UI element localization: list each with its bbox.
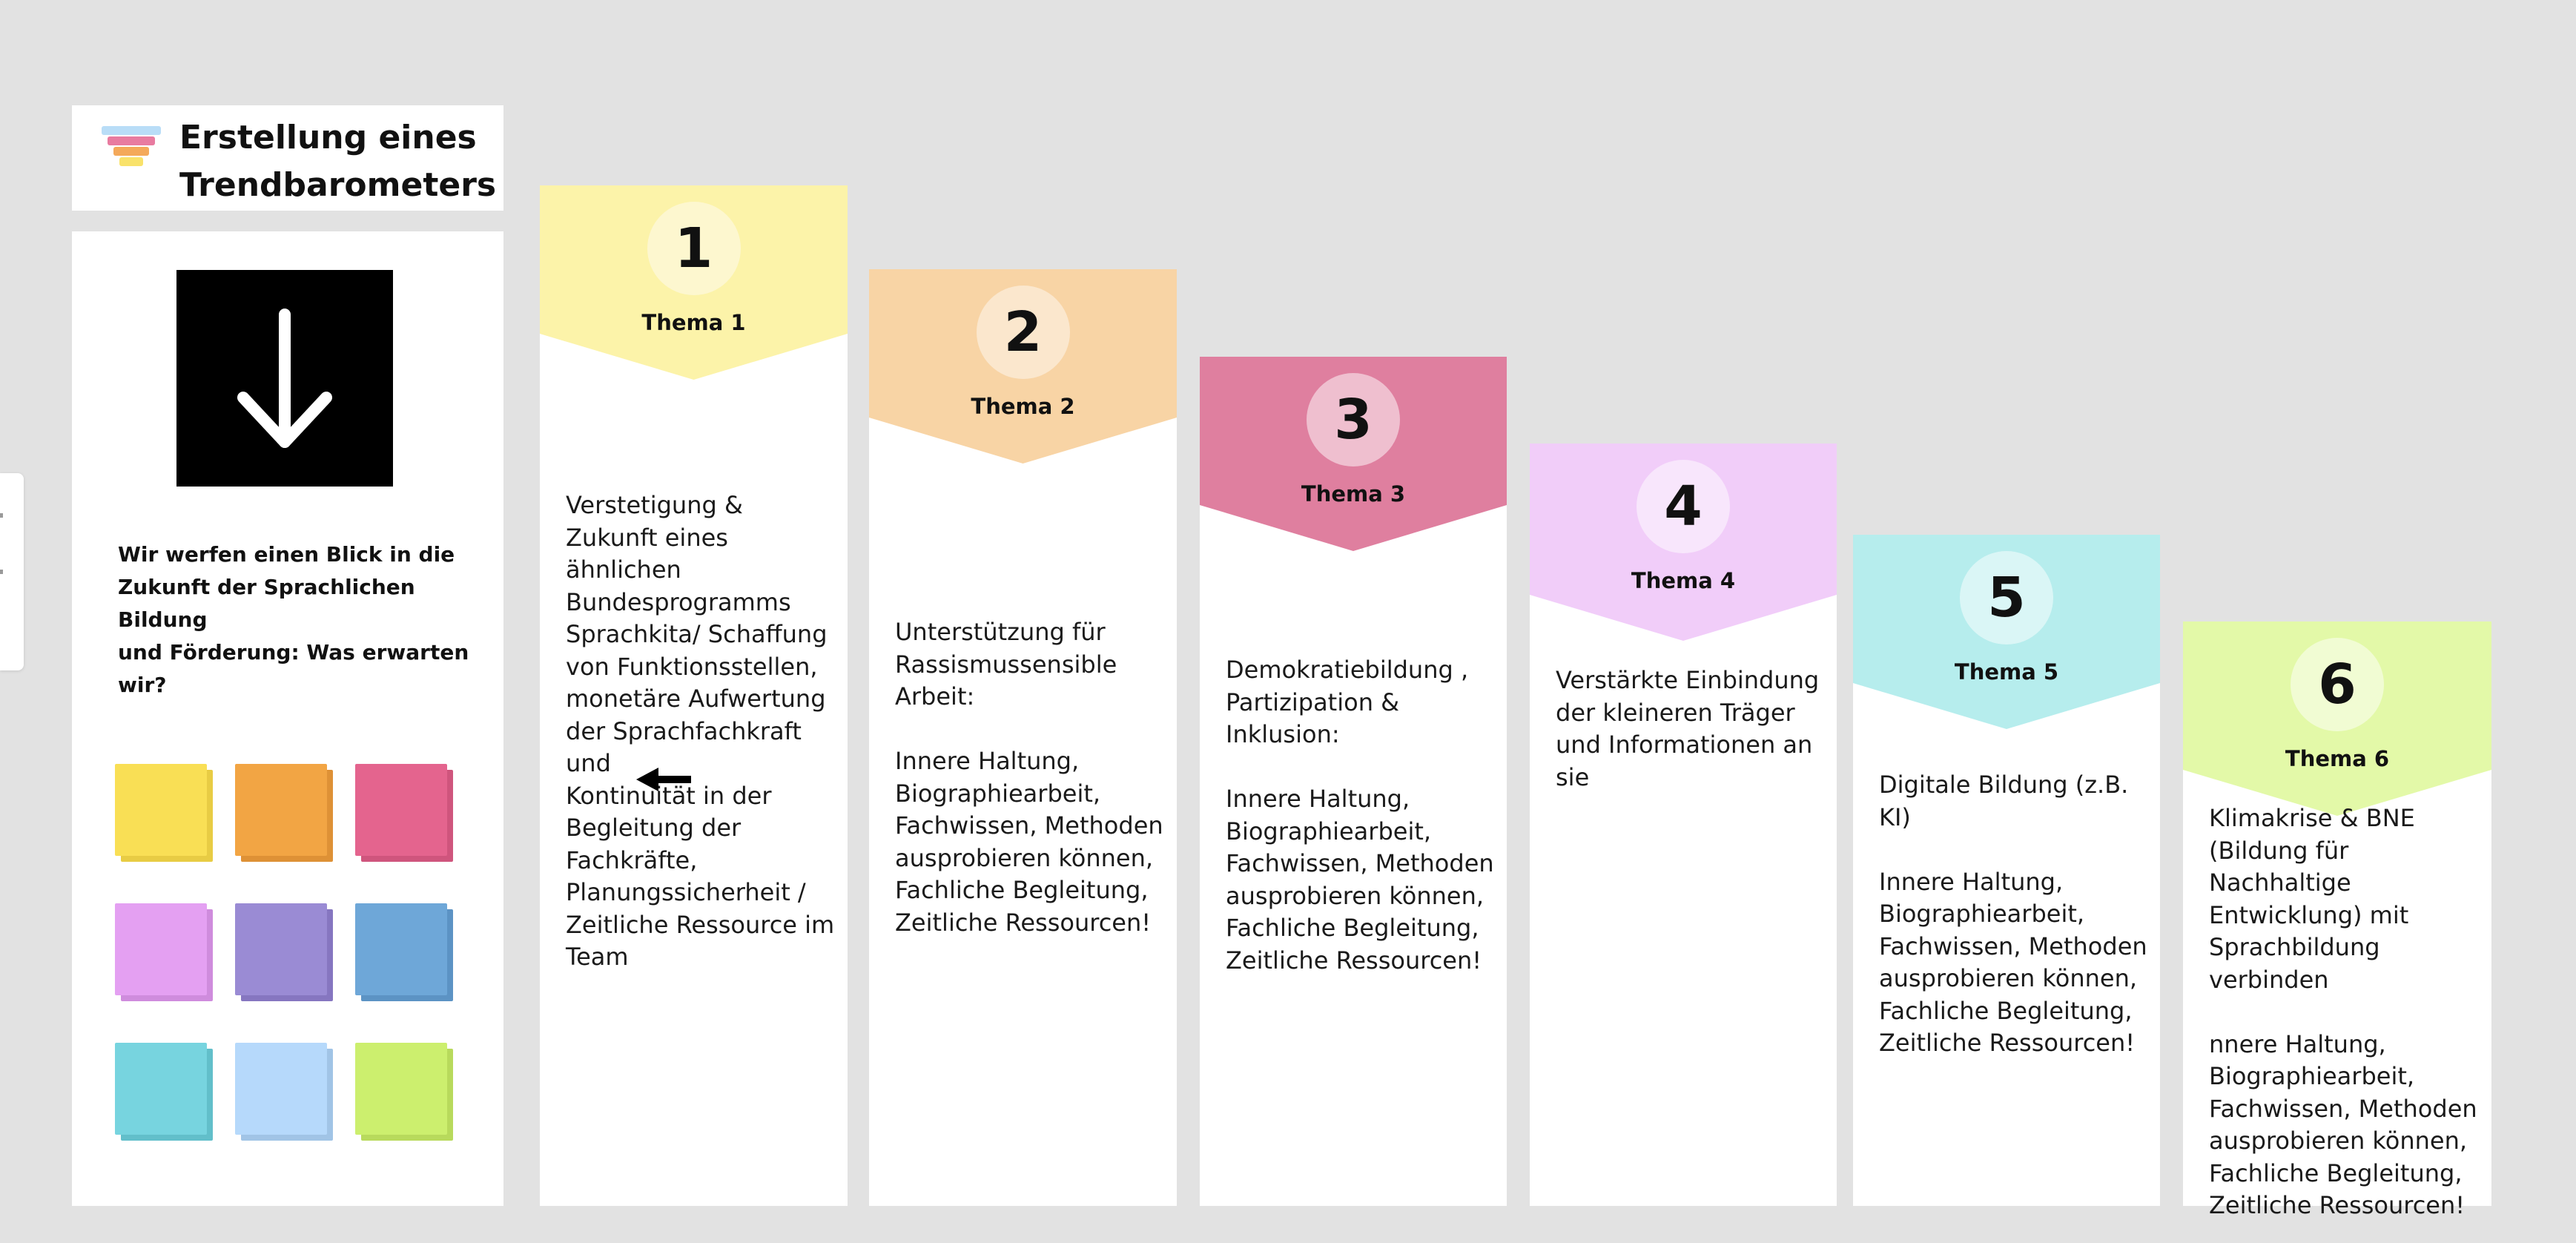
arrow-down-icon: [176, 270, 393, 487]
sticky-note-lime[interactable]: [355, 1043, 453, 1141]
theme-note-text[interactable]: [1879, 769, 2156, 1060]
theme-note-line: Innere Haltung,: [895, 747, 1080, 775]
theme-label: Thema 3: [1301, 481, 1406, 507]
theme-number: 4: [1637, 460, 1730, 553]
theme-note-line: Biographiearbeit,: [1879, 900, 2085, 928]
sticky-note-yellow[interactable]: [115, 764, 213, 862]
theme-column-4[interactable]: [1530, 444, 1837, 1206]
theme-header: [1853, 535, 2160, 729]
board-title: Erstellung eines Trendbarometers: [179, 119, 497, 204]
theme-note-line: ausprobieren können,: [2209, 1127, 2468, 1155]
theme-note-line: Fachliche Begleitung,: [1879, 996, 2133, 1025]
intro-question: Wir werfen einen Blick in die Zukunft der Sprachlichen Bildung und Förderung: Was erwarten wir?: [118, 542, 469, 697]
theme-header: [2183, 622, 2491, 816]
theme-note-line: Unterstützung für: [895, 618, 1106, 646]
sticky-note-cyan[interactable]: [115, 1043, 213, 1141]
theme-note-line: Verstärkte Einbindung: [1556, 666, 1820, 694]
theme-note-line: Biographiearbeit,: [2209, 1062, 2415, 1090]
theme-note-line: Fachliche Begleitung,: [1226, 914, 1479, 942]
theme-note-text[interactable]: [895, 616, 1173, 939]
title-card[interactable]: [72, 105, 503, 211]
theme-column-1[interactable]: [540, 185, 848, 1206]
theme-note-text[interactable]: [2209, 802, 2488, 1222]
theme-note-line: Kontinuität in der: [566, 781, 772, 810]
theme-note-line: verbinden: [2209, 965, 2329, 994]
theme-note-text[interactable]: [1556, 665, 1833, 794]
theme-note-line: Fachliche Begleitung,: [2209, 1158, 2463, 1187]
theme-label: Thema 4: [1631, 568, 1736, 593]
theme-note-line: Partizipation & Inklusion:: [1226, 688, 1407, 748]
theme-note-line: Verstetigung &: [566, 491, 743, 519]
theme-note-line: ausprobieren können,: [895, 843, 1154, 872]
theme-note-line: Begleitung der: [566, 814, 742, 842]
theme-note-line: ausprobieren können,: [1879, 964, 2138, 992]
theme-note-line: Fachwissen, Methoden: [1226, 849, 1494, 877]
theme-note-line: Zeitliche Ressourcen!: [895, 908, 1152, 937]
theme-note-line: und Informationen an: [1556, 731, 1813, 759]
theme-note-line: der kleineren Träger: [1556, 698, 1795, 727]
theme-note-line: Digitale Bildung (z.B. KI): [1879, 771, 2136, 831]
panel-handle-icon: [0, 570, 3, 574]
theme-note-line: Biographiearbeit,: [1226, 817, 1432, 845]
theme-note-text[interactable]: [1226, 654, 1503, 977]
theme-column-6[interactable]: [2183, 622, 2491, 1219]
theme-column-3[interactable]: [1200, 357, 1507, 1206]
funnel-icon: [102, 126, 161, 171]
sticky-note-pink[interactable]: [355, 764, 453, 862]
theme-note-line: Biographiearbeit,: [895, 779, 1101, 808]
sticky-note-orange[interactable]: [235, 764, 333, 862]
theme-note-line: Zeitliche Ressourcen!: [1226, 946, 1482, 975]
theme-column-5[interactable]: [1853, 535, 2160, 1206]
theme-note-line: Arbeit:: [895, 682, 975, 710]
theme-column-2[interactable]: [869, 269, 1177, 1206]
theme-header: [1530, 444, 1837, 641]
theme-label: Thema 1: [641, 310, 746, 335]
theme-note-line: Entwicklung) mit: [2209, 900, 2409, 929]
theme-note-line: sie: [1556, 762, 1590, 791]
theme-header: [1200, 357, 1507, 551]
theme-note-line: der Sprachfachkraft und: [566, 716, 810, 777]
theme-note-line: Sprachbildung: [2209, 933, 2380, 961]
theme-note-line: Fachwissen, Methoden: [2209, 1094, 2477, 1123]
theme-note-line: Fachkräfte,: [566, 845, 698, 874]
theme-note-line: Fachwissen, Methoden: [895, 811, 1163, 840]
theme-number: 5: [1960, 551, 2053, 644]
panel-handle-icon: [0, 513, 3, 518]
theme-label: Thema 5: [1954, 659, 2059, 685]
theme-number: 3: [1307, 373, 1400, 466]
theme-number: 1: [647, 202, 741, 295]
theme-note-line: Zeitliche Ressourcen!: [2209, 1191, 2466, 1219]
theme-label: Thema 2: [971, 394, 1075, 419]
theme-note-line: von Funktionsstellen,: [566, 652, 818, 681]
theme-note-line: [2209, 996, 2488, 1029]
sticky-note-violet[interactable]: [115, 903, 213, 1001]
theme-note-line: Bundesprogramms: [566, 587, 791, 616]
theme-header: [540, 185, 848, 380]
theme-note-line: [895, 713, 1173, 746]
theme-note-line: Zeitliche Ressourcen!: [1879, 1029, 2136, 1057]
theme-note-line: monetäre Aufwertung: [566, 685, 826, 713]
theme-note-line: Zeitliche Ressource im: [566, 910, 835, 939]
sticky-note-blue[interactable]: [355, 903, 453, 1001]
theme-note-line: Planungssicherheit /: [566, 878, 806, 906]
intro-card[interactable]: [72, 231, 503, 1206]
side-panel-toggle[interactable]: [0, 473, 24, 670]
theme-note-line: Fachliche Begleitung,: [895, 876, 1149, 904]
theme-note-line: [1226, 751, 1503, 784]
theme-note-line: ausprobieren können,: [1226, 881, 1484, 910]
theme-note-line: Innere Haltung,: [1879, 867, 2064, 896]
theme-number: 6: [2291, 638, 2384, 731]
theme-note-line: [1879, 834, 2156, 866]
arrow-cursor-icon: [636, 766, 691, 793]
sticky-note-light-blue[interactable]: [235, 1043, 333, 1141]
theme-note-line: nnere Haltung,: [2209, 1029, 2386, 1058]
theme-note-line: (Bildung für Nachhaltige: [2209, 836, 2357, 897]
sticky-note-purple[interactable]: [235, 903, 333, 1001]
theme-number: 2: [977, 286, 1070, 379]
theme-note-text[interactable]: [566, 489, 844, 974]
theme-note-line: Team: [566, 943, 629, 971]
theme-note-line: Sprachkita/ Schaffung: [566, 620, 828, 648]
theme-note-line: Rassismussensible: [895, 650, 1117, 679]
theme-label: Thema 6: [2285, 746, 2390, 771]
theme-note-line: Zukunft eines ähnlichen: [566, 523, 736, 584]
theme-note-line: Fachwissen, Methoden: [1879, 932, 2147, 960]
theme-note-line: Klimakrise & BNE: [2209, 804, 2415, 832]
theme-header: [869, 269, 1177, 464]
theme-note-line: Innere Haltung,: [1226, 785, 1410, 813]
theme-note-line: Demokratiebildung ,: [1226, 656, 1469, 684]
